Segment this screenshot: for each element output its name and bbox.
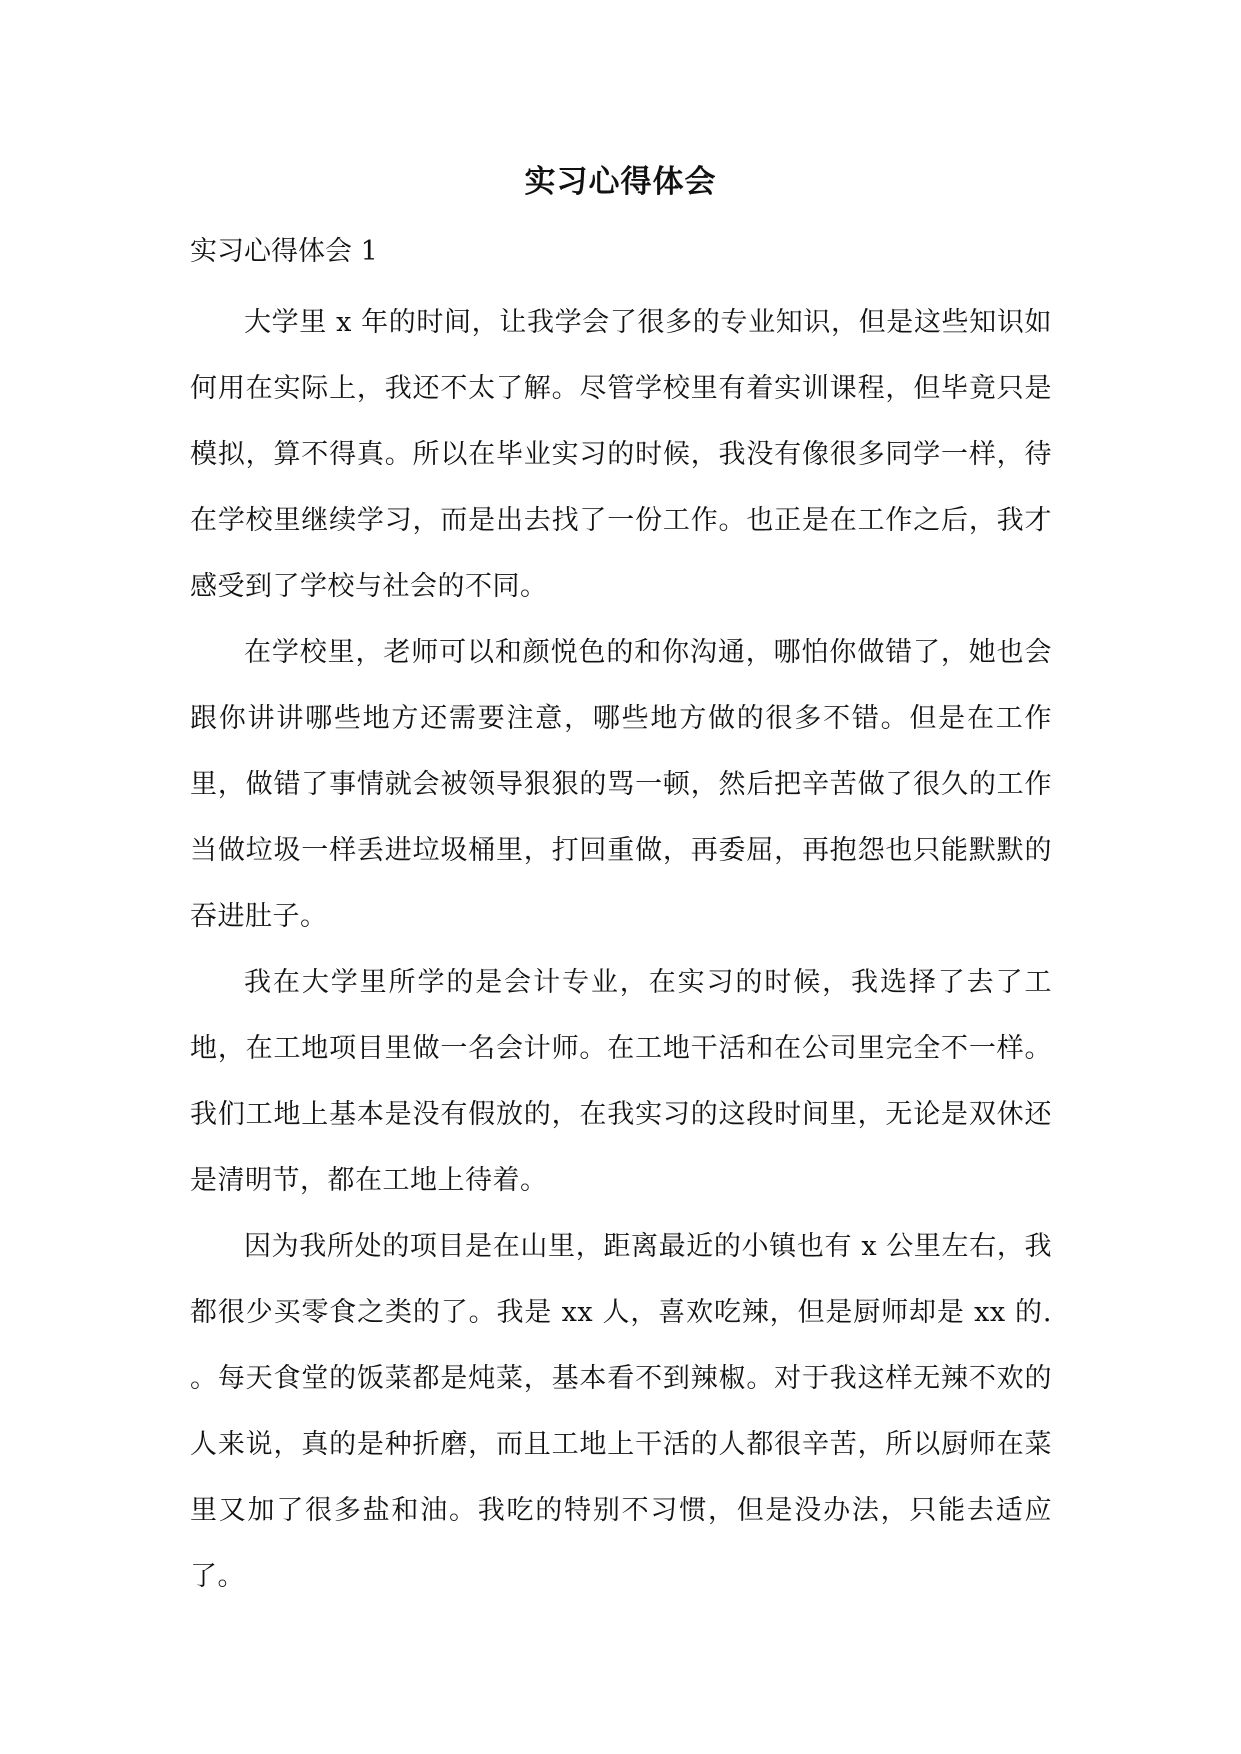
- paragraph: 大学里 x 年的时间，让我学会了很多的专业知识，但是这些知识如何用在实际上，我还不太了解。尽管学校里有着实训课程，但毕竟只是模拟，算不得真。所以在毕业实习的时候，我没有像很多同学一样，待在学校里继续学习，而是出去找了一份工作。也正是在工作之后，我才感受到了学校与社会的不同。: [190, 307, 1052, 602]
- section-heading: 实习心得体会 1: [190, 236, 378, 267]
- paragraph: 我在大学里所学的是会计专业，在实习的时候，我选择了去了工地，在工地项目里做一名会计师。在工地干活和在公司里完全不一样。我们工地上基本是没有假放的，在我实习的这段时间里，无论是双休还是清明节，都在工地上待着。: [190, 967, 1052, 1196]
- document-title: 实习心得体会: [524, 164, 717, 200]
- document-body: [190, 290, 1052, 1610]
- paragraph: 在学校里，老师可以和颜悦色的和你沟通，哪怕你做错了，她也会跟你讲讲哪些地方还需要注意，哪些地方做的很多不错。但是在工作里，做错了事情就会被领导狠狠的骂一顿，然后把辛苦做了很久的工作当做垃圾一样丢进垃圾桶里，打回重做，再委屈，再抱怨也只能默默的吞进肚子。: [190, 637, 1052, 932]
- paragraph: 因为我所处的项目是在山里，距离最近的小镇也有 x 公里左右，我都很少买零食之类的了。我是 xx 人，喜欢吃辣，但是厨师却是 xx 的. 。每天食堂的饭菜都是炖菜，基本看不到辣椒。对于我这样无辣不欢的人来说，真的是种折磨，而且工地上干活的人都很辛苦，所以厨师在菜里又加了很多盐和油。我吃的特别不习惯，但是没办法，只能去适应了。: [190, 1231, 1052, 1592]
